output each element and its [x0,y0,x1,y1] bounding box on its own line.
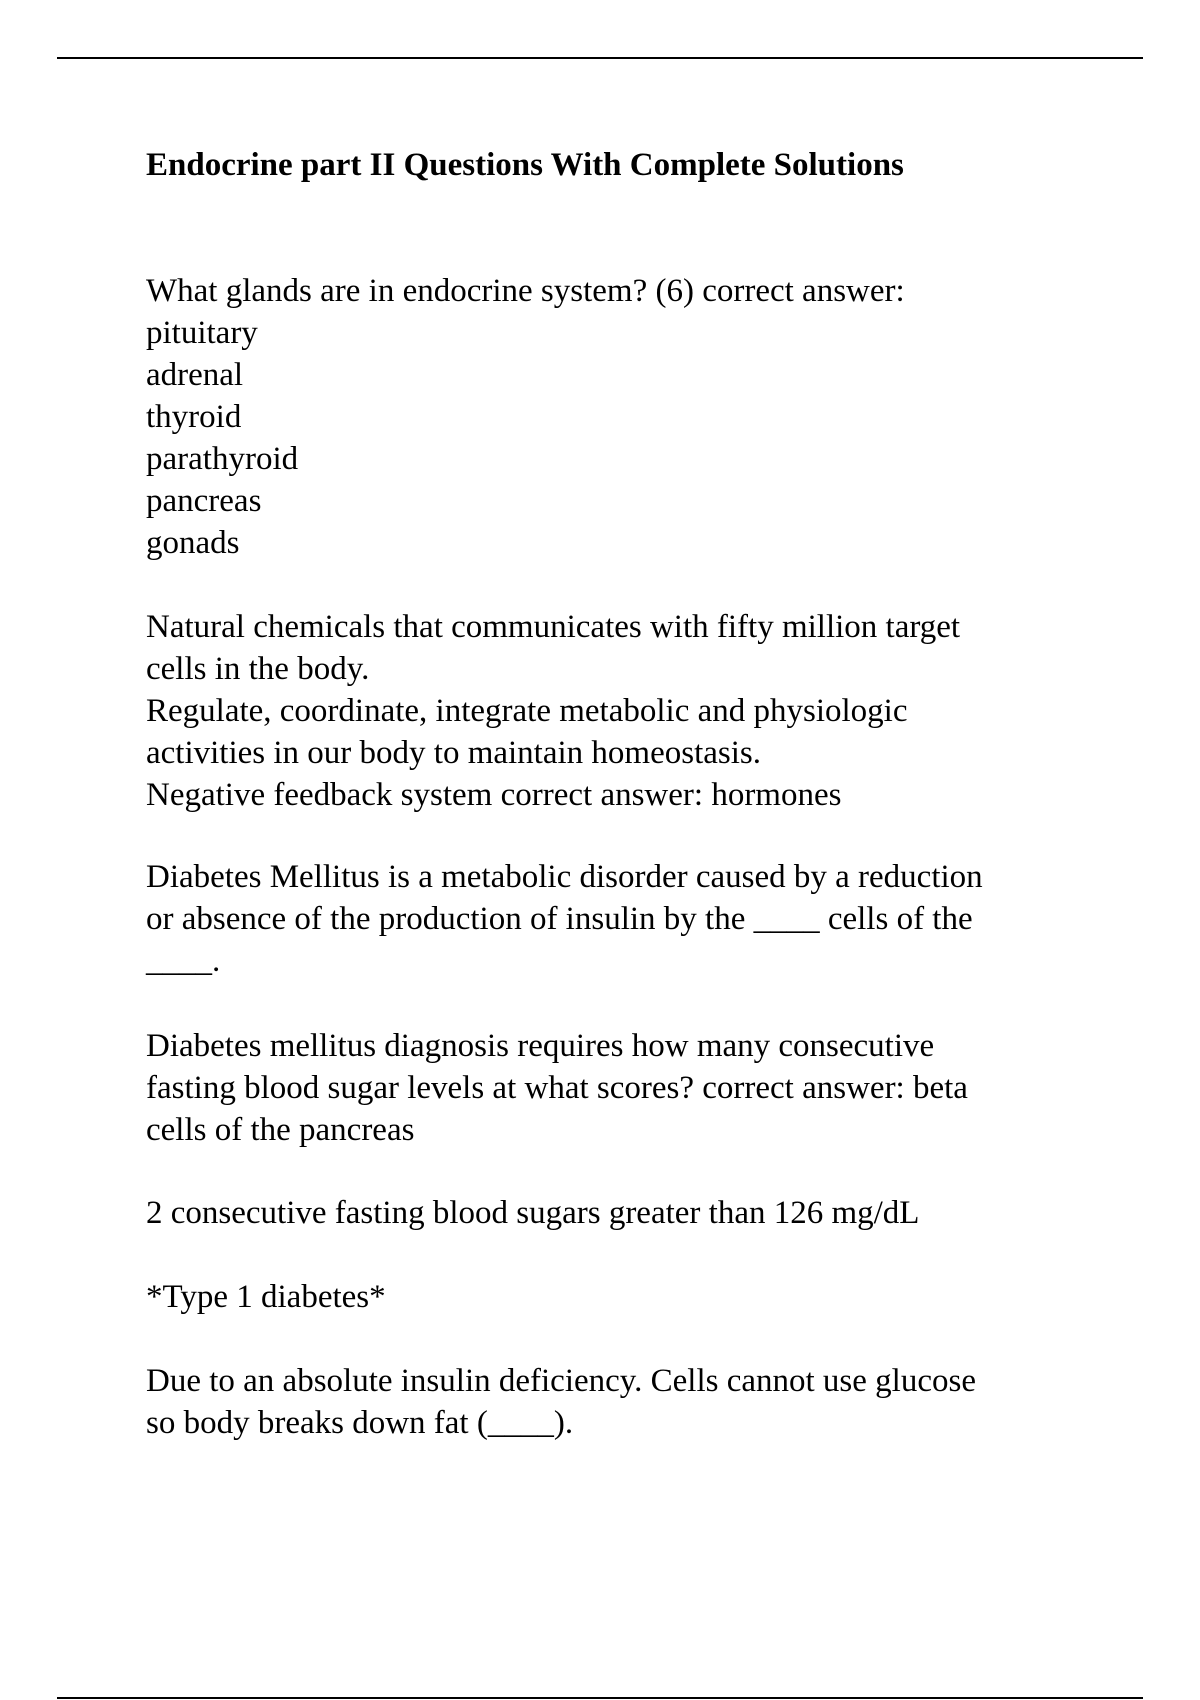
text-line: 2 consecutive fasting blood sugars greater than 126 mg/dL [146,1195,920,1231]
question-diagnosis [146,1025,1086,1151]
document-title: Endocrine part II Questions With Complete Solutions [146,147,904,183]
text-line: fasting blood sugar levels at what scores? correct answer: beta [146,1070,968,1106]
text-line: *Type 1 diabetes* [146,1279,386,1315]
text-line: Diabetes Mellitus is a metabolic disorder caused by a reduction [146,859,983,895]
answer-line: gonads [146,525,240,561]
answer-line: pancreas [146,483,262,519]
paragraph-type-1-diabetes [146,1276,1086,1318]
text-line: cells of the pancreas [146,1112,415,1148]
paragraph-fasting-blood-sugar [146,1192,1086,1234]
text-line: Diabetes mellitus diagnosis requires how many consecutive [146,1028,935,1064]
text-line: cells in the body. [146,651,370,687]
text-line: Natural chemicals that communicates with fifty million target [146,609,961,645]
question-diabetes-mellitus [146,856,1086,982]
bottom-rule [57,1697,1143,1699]
answer-line: parathyroid [146,441,299,477]
answer-line: adrenal [146,357,244,393]
question-endocrine-glands [146,270,1086,564]
question-hormones [146,606,1086,816]
text-line: activities in our body to maintain homeostasis. [146,735,761,771]
answer-line: pituitary [146,315,258,351]
text-line: so body breaks down fat (____). [146,1405,574,1441]
question-text: What glands are in endocrine system? (6) correct answer: [146,273,905,309]
text-line: Negative feedback system correct answer: hormones [146,777,842,813]
top-rule [57,57,1143,59]
text-line: Due to an absolute insulin deficiency. Cells cannot use glucose [146,1363,976,1399]
text-line: ____. [146,943,221,979]
text-line: Regulate, coordinate, integrate metabolic and physiologic [146,693,908,729]
text-line: or absence of the production of insulin by the ____ cells of the [146,901,973,937]
answer-line: thyroid [146,399,242,435]
paragraph-insulin-deficiency [146,1360,1086,1444]
